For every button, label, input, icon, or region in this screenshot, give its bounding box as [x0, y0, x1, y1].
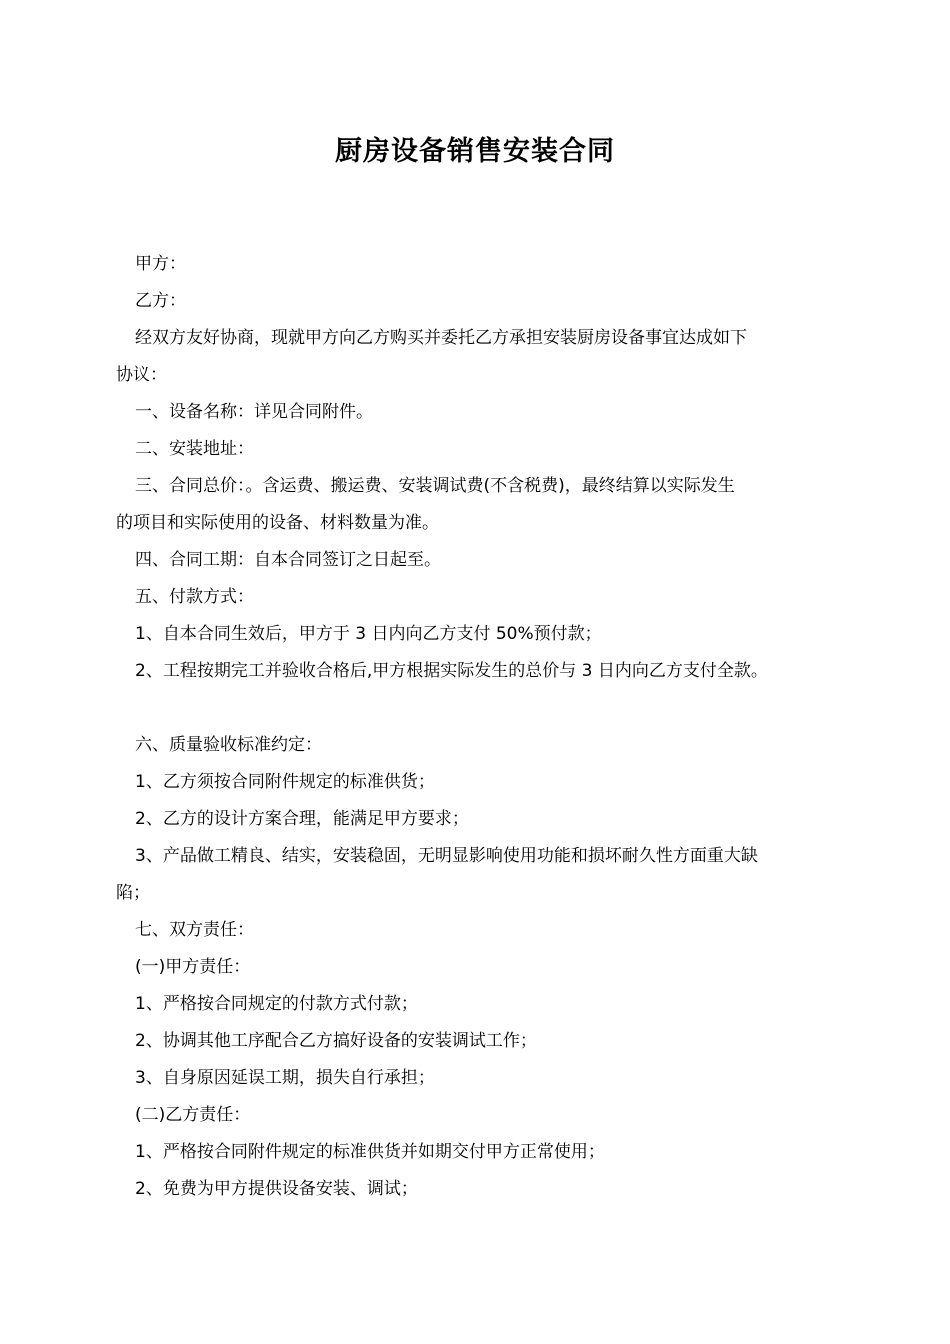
paragraph-line: 2、免费为甲方提供设备安装、调试； [135, 1179, 418, 1199]
paragraph-line: 协议： [116, 365, 167, 385]
document-title: 厨房设备销售安装合同 [335, 136, 615, 167]
paragraph-line: 四、合同工期：自本合同签订之日起至。 [135, 550, 441, 570]
paragraph-line: 三、合同总价：。含运费、搬运费、安装调试费(不含税费)，最终结算以实际发生 [135, 476, 735, 496]
paragraph-line: 1、乙方须按合同附件规定的标准供货； [135, 772, 435, 792]
paragraph-line: 1、严格按合同附件规定的标准供货并如期交付甲方正常使用； [135, 1142, 605, 1162]
paragraph-line: 1、严格按合同规定的付款方式付款； [135, 994, 418, 1014]
paragraph-line: 二、安装地址： [135, 439, 254, 459]
paragraph-line: 1、自本合同生效后，甲方于 3 日内向乙方支付 50%预付款； [135, 624, 602, 644]
paragraph-line: 一、设备名称：详见合同附件。 [135, 402, 373, 422]
paragraph-line: 五、付款方式： [135, 587, 254, 607]
paragraph-line: 六、质量验收标准约定： [135, 735, 322, 755]
paragraph-line: 乙方： [135, 291, 186, 311]
paragraph-line: 的项目和实际使用的设备、材料数量为准。 [116, 513, 439, 533]
paragraph-line: 甲方： [135, 254, 186, 274]
paragraph-line: 3、自身原因延误工期，损失自行承担； [135, 1068, 435, 1088]
paragraph-line: (一)甲方责任： [135, 957, 251, 977]
paragraph-line: 经双方友好协商，现就甲方向乙方购买并委托乙方承担安装厨房设备事宜达成如下 [135, 328, 747, 348]
blank-line [116, 690, 852, 727]
paragraph-line: 2、协调其他工序配合乙方搞好设备的安装调试工作； [135, 1031, 537, 1051]
document-body [116, 246, 852, 1208]
paragraph-line: 2、工程按期完工并验收合格后,甲方根据实际发生的总价与 3 日内向乙方支付全款。 [135, 661, 768, 681]
paragraph-line: (二)乙方责任： [135, 1105, 251, 1125]
paragraph-line: 陷； [116, 883, 150, 903]
paragraph-line: 2、乙方的设计方案合理，能满足甲方要求； [135, 809, 469, 829]
paragraph-line: 3、产品做工精良、结实，安装稳固，无明显影响使用功能和损坏耐久性方面重大缺 [135, 846, 758, 866]
paragraph-line: 七、双方责任： [135, 920, 254, 940]
